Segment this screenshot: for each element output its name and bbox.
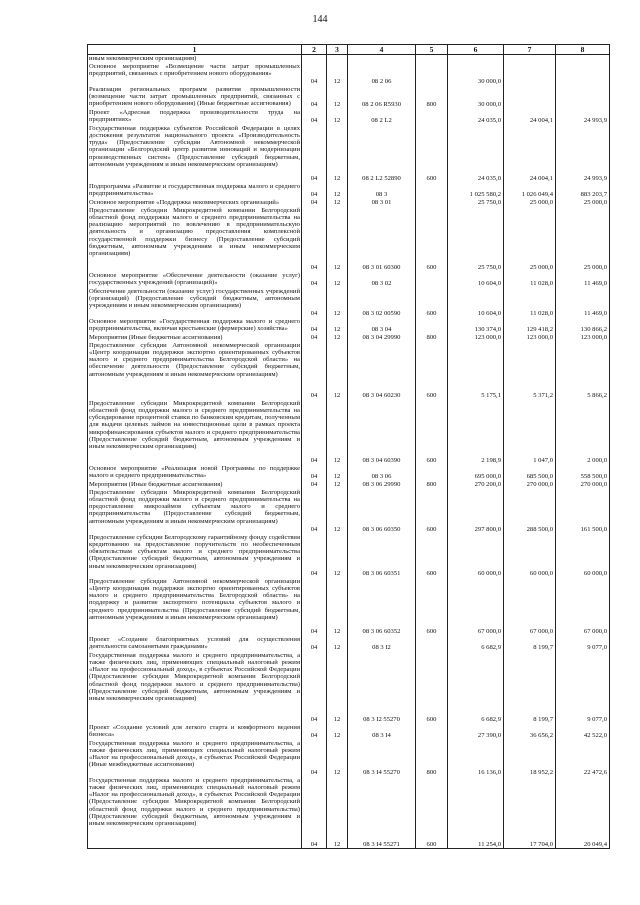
table-row <box>88 740 610 777</box>
section-code: 04 <box>302 183 327 199</box>
section-code: 04 <box>302 400 327 465</box>
amount-year-1: 24 035,0 <box>448 125 504 183</box>
expense-type-code: 800 <box>416 481 448 489</box>
row-description: Предоставление субсидии Микрокредитной компании Белгородский областной фонд поддержки малого и среднего предпринимательства на субсидирование процентной ставки по банковским кредитам, полученным для выдачи целевых займов на инвестиционные цели в рамках проекта микрофинансирования субъектов малого и среднего предпринимательства (Предоставление субсидий бюджетным, автономным учреждениям и иным некоммерческим организациям) <box>88 400 302 465</box>
table-row <box>88 55 610 63</box>
expense-type-code <box>416 55 448 63</box>
table-row <box>88 109 610 125</box>
section-code <box>302 55 327 63</box>
amount-year-3: 161 500,0 <box>556 489 610 534</box>
row-description: Основное мероприятие «Поддержка некоммерческих организаций» <box>88 199 302 207</box>
expense-type-code <box>416 272 448 288</box>
amount-year-2: 24 004,1 <box>504 109 556 125</box>
section-code: 04 <box>302 109 327 125</box>
subsection-code: 12 <box>327 534 348 578</box>
amount-year-3: 20 049,4 <box>556 777 610 849</box>
table-row <box>88 777 610 849</box>
expense-type-code: 600 <box>416 207 448 272</box>
target-article-code: 08 2 06 R5930 <box>348 86 416 109</box>
row-description: Предоставление субсидии Автономной некоммерческой организации «Центр координации поддержки экспортно ориентированных субъектов малого и среднего предпринимательства Белгородской области» на поддержку и развитие экспортного потенциала субъектов малого и среднего предпринимательства (Предоставление субсидий бюджетным, автономным учреждениям и иным некоммерческим организациям) <box>88 578 302 636</box>
amount-year-1: 27 390,0 <box>448 724 504 740</box>
row-description: Государственная поддержка малого и среднего предпринимательства, а также физических лиц, применяющих специальный налоговый режим «Налог на профессиональный доход», в субъектах Российской Федерации (Предоставление субсидии Микрокредитной компании Белгородский областной фонд поддержки малого и среднего предпринимательства) (Предоставление субсидий бюджетным, автономным учреждениям и иным некоммерческим организациям) <box>88 652 302 724</box>
target-article-code: 08 3 I4 55270 <box>348 740 416 777</box>
subsection-code: 12 <box>327 342 348 400</box>
table-row <box>88 724 610 740</box>
amount-year-3: 558 500,0 <box>556 465 610 481</box>
section-code: 04 <box>302 652 327 724</box>
table-row <box>88 288 610 318</box>
expense-type-code: 600 <box>416 652 448 724</box>
amount-year-1: 67 000,0 <box>448 578 504 636</box>
section-code: 04 <box>302 63 327 86</box>
target-article-code: 08 3 06 <box>348 465 416 481</box>
table-row <box>88 652 610 724</box>
subsection-code: 12 <box>327 125 348 183</box>
amount-year-3 <box>556 55 610 63</box>
amount-year-3: 130 866,2 <box>556 318 610 334</box>
row-description: Основное мероприятие «Государственная поддержка малого и среднего предпринимательства, включая крестьянские (фермерские) хозяйства» <box>89 317 300 332</box>
expense-type-code: 800 <box>416 740 448 777</box>
amount-year-2 <box>504 86 556 109</box>
target-article-code: 08 3 01 <box>348 199 416 207</box>
subsection-code: 12 <box>327 489 348 534</box>
amount-year-1: 24 035,0 <box>448 109 504 125</box>
subsection-code: 12 <box>327 578 348 636</box>
row-description: Реализация региональных программ развития промышленности (возмещение части затрат промышленных предприятий, связанных с приобретением нового оборудования) (Иные бюджетные ассигнования) <box>89 85 300 108</box>
expense-type-code <box>416 199 448 207</box>
subsection-code: 12 <box>327 199 348 207</box>
expense-type-code: 600 <box>416 342 448 400</box>
target-article-code: 08 3 02 <box>348 272 416 288</box>
expense-type-code <box>416 318 448 334</box>
table-row <box>88 199 610 207</box>
amount-year-1: 6 682,9 <box>448 652 504 724</box>
section-code: 04 <box>302 481 327 489</box>
column-header: 8 <box>556 45 610 55</box>
amount-year-3: 60 000,0 <box>556 534 610 578</box>
amount-year-3 <box>556 86 610 109</box>
amount-year-2: 17 704,0 <box>504 777 556 849</box>
amount-year-2: 60 000,0 <box>504 534 556 578</box>
target-article-code: 08 3 02 00590 <box>348 288 416 318</box>
amount-year-2: 36 656,2 <box>504 724 556 740</box>
table-row <box>88 400 610 465</box>
amount-year-2: 67 000,0 <box>504 578 556 636</box>
column-header: 6 <box>448 45 504 55</box>
row-description: Предоставление субсидии Микрокредитной компании Белгородский областной фонд поддержки малого и среднего предпринимательства на реализацию мероприятий по вовлечению в предпринимательскую деятельность и организацию предоставления комплексной государственной поддержки бизнесу (Предоставление субсидий бюджетным, автономным учреждениям и иным некоммерческим организациям) <box>88 207 302 272</box>
subsection-code: 12 <box>327 636 348 652</box>
table-row <box>88 342 610 400</box>
amount-year-1: 10 604,0 <box>448 288 504 318</box>
section-code: 04 <box>302 272 327 288</box>
target-article-code: 08 3 06 29990 <box>348 481 416 489</box>
amount-year-1: 2 198,9 <box>448 400 504 465</box>
amount-year-1: 297 800,0 <box>448 489 504 534</box>
table-row <box>88 489 610 534</box>
expense-type-code: 800 <box>416 334 448 342</box>
amount-year-1: 695 000,0 <box>448 465 504 481</box>
amount-year-3: 9 077,0 <box>556 636 610 652</box>
amount-year-3: 5 866,2 <box>556 342 610 400</box>
column-header: 2 <box>302 45 327 55</box>
target-article-code: 08 2 06 <box>348 63 416 86</box>
amount-year-1: 1 025 580,2 <box>448 183 504 199</box>
amount-year-2 <box>504 55 556 63</box>
expense-type-code: 800 <box>416 86 448 109</box>
amount-year-2: 8 199,7 <box>504 652 556 724</box>
amount-year-2: 685 500,0 <box>504 465 556 481</box>
expense-type-code <box>416 636 448 652</box>
amount-year-2: 129 418,2 <box>504 318 556 334</box>
row-description: Государственная поддержка субъектов Российской Федерации в целях достижения результатов национального проекта «Производительность труда» (Предоставление субсидии Автономной некоммерческой организации «Белгородский центр развития инноваций и модернизации производственных систем» (Предоставление субсидий бюджетным, автономным учреждениям и иным некоммерческим организациям) <box>88 125 302 183</box>
amount-year-1: 60 000,0 <box>448 534 504 578</box>
target-article-code: 08 3 <box>348 183 416 199</box>
amount-year-2: 288 500,0 <box>504 489 556 534</box>
row-description: Предоставление субсидии Белгородскому гарантийному фонду содействия кредитованию на предоставление поручительств по необеспеченным обязательствам субъектам малого и среднего предпринимательства (Предоставление субсидий бюджетным, автономным учреждениям и иным некоммерческим организациям) <box>88 534 302 578</box>
section-code: 04 <box>302 334 327 342</box>
table-row <box>88 207 610 272</box>
row-description: Обеспечение деятельности (оказание услуг) государственных учреждений (организаций) (Предоставление субсидий бюджетным, автономным учреждениям и иным некоммерческим организациям) <box>88 288 302 318</box>
target-article-code: 08 3 04 60390 <box>348 400 416 465</box>
expense-type-code: 600 <box>416 489 448 534</box>
amount-year-2: 11 028,0 <box>504 272 556 288</box>
column-header: 4 <box>348 45 416 55</box>
section-code: 04 <box>302 207 327 272</box>
subsection-code: 12 <box>327 481 348 489</box>
table-row <box>88 481 610 489</box>
expense-type-code: 600 <box>416 578 448 636</box>
amount-year-1: 25 750,0 <box>448 199 504 207</box>
amount-year-3: 11 469,0 <box>556 272 610 288</box>
subsection-code: 12 <box>327 465 348 481</box>
subsection-code: 12 <box>327 183 348 199</box>
row-description: Подпрограмма «Развитие и государственная поддержка малого и среднего предпринимательства» <box>89 182 300 197</box>
amount-year-2: 1 026 049,4 <box>504 183 556 199</box>
row-description: Мероприятия (Иные бюджетные ассигнования) <box>88 481 302 489</box>
expense-type-code: 600 <box>416 400 448 465</box>
expense-type-code: 600 <box>416 777 448 849</box>
amount-year-3 <box>556 63 610 86</box>
amount-year-2: 1 047,0 <box>504 400 556 465</box>
table-row <box>88 63 610 86</box>
target-article-code: 08 3 06 60351 <box>348 534 416 578</box>
amount-year-2: 25 000,0 <box>504 199 556 207</box>
target-article-code: 08 3 06 60350 <box>348 489 416 534</box>
expense-type-code <box>416 183 448 199</box>
expense-type-code: 600 <box>416 534 448 578</box>
column-header: 7 <box>504 45 556 55</box>
target-article-code: 08 3 04 29990 <box>348 334 416 342</box>
amount-year-3: 22 472,6 <box>556 740 610 777</box>
table-row <box>88 465 610 481</box>
target-article-code: 08 3 I2 55270 <box>348 652 416 724</box>
amount-year-1: 30 000,0 <box>448 86 504 109</box>
target-article-code: 08 3 04 <box>348 318 416 334</box>
section-code: 04 <box>302 777 327 849</box>
subsection-code: 12 <box>327 724 348 740</box>
table-header-row <box>88 45 610 55</box>
row-description: Предоставление субсидии Автономной некоммерческой организации «Центр координации поддержки экспортно ориентированных субъектов малого и среднего предпринимательства Белгородской области» на обеспечение деятельности (Предоставление субсидий бюджетным, автономным учреждениям и иным некоммерческим организациям) <box>88 342 302 400</box>
subsection-code: 12 <box>327 318 348 334</box>
amount-year-2: 270 000,0 <box>504 481 556 489</box>
expense-type-code <box>416 724 448 740</box>
amount-year-3: 67 000,0 <box>556 578 610 636</box>
subsection-code: 12 <box>327 207 348 272</box>
amount-year-3: 123 000,0 <box>556 334 610 342</box>
amount-year-3: 270 000,0 <box>556 481 610 489</box>
section-code: 04 <box>302 724 327 740</box>
section-code: 04 <box>302 288 327 318</box>
column-header: 1 <box>88 45 302 55</box>
table-row <box>88 534 610 578</box>
subsection-code: 12 <box>327 272 348 288</box>
budget-table <box>87 44 610 849</box>
target-article-code: 08 3 I2 <box>348 636 416 652</box>
subsection-code: 12 <box>327 740 348 777</box>
amount-year-1: 16 136,0 <box>448 740 504 777</box>
amount-year-2: 8 199,7 <box>504 636 556 652</box>
target-article-code: 08 3 I4 55271 <box>348 777 416 849</box>
amount-year-2 <box>504 63 556 86</box>
section-code: 04 <box>302 199 327 207</box>
expense-type-code: 600 <box>416 125 448 183</box>
section-code: 04 <box>302 125 327 183</box>
amount-year-1: 30 000,0 <box>448 63 504 86</box>
amount-year-2: 18 952,2 <box>504 740 556 777</box>
row-description: Государственная поддержка малого и среднего предпринимательства, а также физических лиц, применяющих специальный налоговый режим «Налог на профессиональный доход», в субъектах Российской Федерации (Предоставление субсидии Микрокредитной компании Белгородский областной фонд поддержки малого и среднего предпринимательства) (Предоставление субсидий бюджетным, автономным учреждениям и иным некоммерческим организациям) <box>88 777 302 849</box>
target-article-code <box>348 55 416 63</box>
section-code: 04 <box>302 318 327 334</box>
amount-year-3: 2 000,0 <box>556 400 610 465</box>
table-body <box>88 55 610 849</box>
amount-year-1 <box>448 55 504 63</box>
table-row <box>88 636 610 652</box>
amount-year-3: 24 993,9 <box>556 109 610 125</box>
expense-type-code <box>416 465 448 481</box>
column-header: 3 <box>327 45 348 55</box>
amount-year-3: 9 077,0 <box>556 652 610 724</box>
subsection-code: 12 <box>327 652 348 724</box>
section-code: 04 <box>302 534 327 578</box>
row-description: Мероприятия (Иные бюджетные ассигнования) <box>88 334 302 342</box>
row-description: Основное мероприятие «Возмещение части затрат промышленных предприятий, связанных с приобретением нового оборудования» <box>88 63 302 86</box>
amount-year-3: 42 522,0 <box>556 724 610 740</box>
target-article-code: 08 3 04 60230 <box>348 342 416 400</box>
amount-year-1: 123 000,0 <box>448 334 504 342</box>
section-code: 04 <box>302 636 327 652</box>
table-row <box>88 334 610 342</box>
amount-year-1: 11 254,0 <box>448 777 504 849</box>
subsection-code: 12 <box>327 334 348 342</box>
amount-year-1: 5 175,1 <box>448 342 504 400</box>
row-description: Основное мероприятие «Реализация новой Программы по поддержке малого и среднего предпринимательства» <box>89 464 300 479</box>
section-code: 04 <box>302 465 327 481</box>
amount-year-3: 25 000,0 <box>556 207 610 272</box>
row-description: иным некоммерческим организациям) <box>88 55 302 63</box>
subsection-code: 12 <box>327 777 348 849</box>
amount-year-3: 883 203,7 <box>556 183 610 199</box>
table-row <box>88 578 610 636</box>
expense-type-code: 600 <box>416 288 448 318</box>
subsection-code: 12 <box>327 109 348 125</box>
table-row <box>88 318 610 334</box>
target-article-code: 08 2 L2 <box>348 109 416 125</box>
subsection-code: 12 <box>327 288 348 318</box>
amount-year-2: 25 000,0 <box>504 207 556 272</box>
expense-type-code <box>416 63 448 86</box>
subsection-code: 12 <box>327 63 348 86</box>
table-row <box>88 86 610 109</box>
amount-year-2: 5 371,2 <box>504 342 556 400</box>
target-article-code: 08 2 L2 52890 <box>348 125 416 183</box>
section-code: 04 <box>302 489 327 534</box>
amount-year-1: 6 682,9 <box>448 636 504 652</box>
table-row <box>88 183 610 199</box>
subsection-code: 12 <box>327 86 348 109</box>
expense-type-code <box>416 109 448 125</box>
amount-year-1: 270 200,0 <box>448 481 504 489</box>
subsection-code: 12 <box>327 400 348 465</box>
amount-year-3: 24 993,9 <box>556 125 610 183</box>
target-article-code: 08 3 01 60300 <box>348 207 416 272</box>
section-code: 04 <box>302 740 327 777</box>
section-code: 04 <box>302 342 327 400</box>
row-description: Основное мероприятие «Обеспечение деятельности (оказание услуг) государственных учреждений (организаций)» <box>89 271 300 286</box>
section-code: 04 <box>302 578 327 636</box>
subsection-code <box>327 55 348 63</box>
section-code: 04 <box>302 86 327 109</box>
row-description: Проект «Адресная поддержка производительности труда на предприятиях» <box>89 108 300 123</box>
amount-year-1: 10 604,0 <box>448 272 504 288</box>
table-row <box>88 272 610 288</box>
amount-year-1: 25 750,0 <box>448 207 504 272</box>
column-header: 5 <box>416 45 448 55</box>
row-description: Государственная поддержка малого и среднего предпринимательства, а также физических лиц, применяющих специальный налоговый режим «Налог на профессиональный доход», в субъектах Российской Федерации (Иные межбюджетные ассигнования) <box>88 740 302 777</box>
row-description: Предоставление субсидии Микрокредитной компании Белгородский областной фонд поддержки малого и среднего предпринимательства на предоставление микрозаймов субъектам малого и среднего предпринимательства (Предоставление субсидий бюджетным, автономным учреждениям и иным некоммерческим организациям) <box>88 489 302 534</box>
page-number: 144 <box>312 14 328 25</box>
amount-year-2: 11 028,0 <box>504 288 556 318</box>
table-row <box>88 125 610 183</box>
amount-year-1: 130 374,0 <box>448 318 504 334</box>
amount-year-3: 25 000,0 <box>556 199 610 207</box>
target-article-code: 08 3 I4 <box>348 724 416 740</box>
amount-year-2: 123 000,0 <box>504 334 556 342</box>
amount-year-2: 24 004,1 <box>504 125 556 183</box>
amount-year-3: 11 469,0 <box>556 288 610 318</box>
row-description: Проект «Создание условий для легкого старта и комфортного ведения бизнеса» <box>89 723 300 738</box>
row-description: Проект «Создание благоприятных условий для осуществления деятельности самозанятыми гражданами» <box>89 635 300 650</box>
target-article-code: 08 3 06 60352 <box>348 578 416 636</box>
